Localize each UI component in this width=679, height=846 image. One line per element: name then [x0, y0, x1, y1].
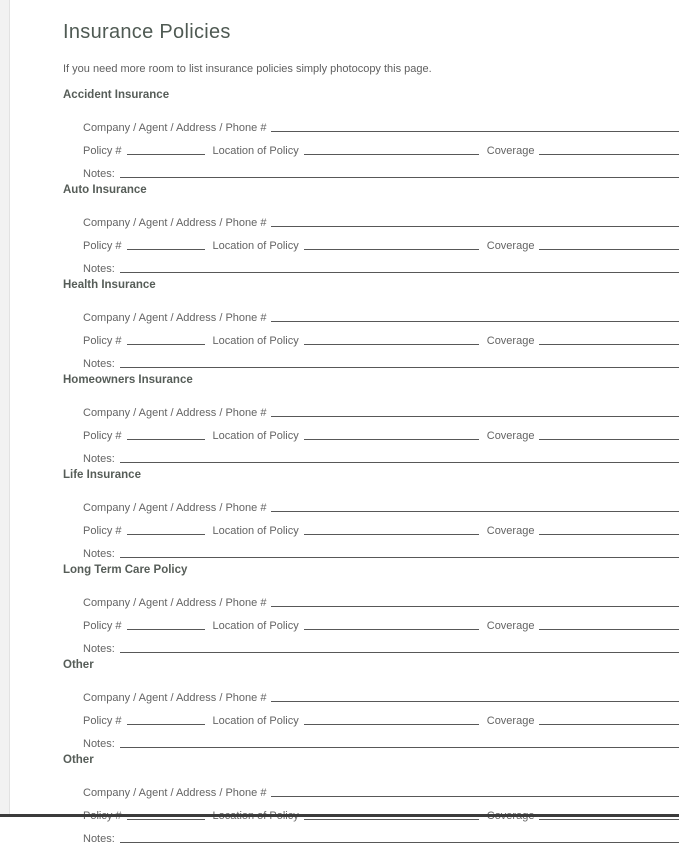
- company-row: [83, 682, 679, 705]
- company-fill-line[interactable]: [271, 321, 679, 322]
- company-fill-line[interactable]: [271, 511, 679, 512]
- policy-number-label: Policy #: [83, 525, 122, 537]
- policy-row: [83, 610, 679, 633]
- policy-row: [83, 135, 679, 158]
- section-heading: Long Term Care Policy: [63, 564, 188, 576]
- notes-label: Notes:: [83, 358, 115, 370]
- section-heading: Other: [63, 754, 94, 766]
- notes-fill-line[interactable]: [120, 557, 679, 558]
- section-heading: Other: [63, 659, 94, 671]
- location-label: Location of Policy: [212, 715, 299, 727]
- company-label: Company / Agent / Address / Phone #: [83, 597, 267, 609]
- location-fill-line[interactable]: [304, 724, 479, 725]
- company-fill-line[interactable]: [271, 131, 679, 132]
- company-row: [83, 492, 679, 515]
- section-heading: Accident Insurance: [63, 89, 170, 101]
- location-label: Location of Policy: [212, 620, 299, 632]
- location-label: Location of Policy: [212, 430, 299, 442]
- policy-number-fill-line[interactable]: [127, 629, 205, 630]
- coverage-fill-line[interactable]: [539, 439, 679, 440]
- section-rows: [83, 587, 679, 656]
- company-row: [83, 397, 679, 420]
- coverage-fill-line[interactable]: [539, 724, 679, 725]
- section-rows: [83, 777, 679, 846]
- company-row: [83, 112, 679, 135]
- notes-label: Notes:: [83, 643, 115, 655]
- insurance-section: [63, 279, 679, 371]
- section-rows: [83, 302, 679, 371]
- company-label: Company / Agent / Address / Phone #: [83, 217, 267, 229]
- section-heading: Health Insurance: [63, 279, 156, 291]
- policy-number-fill-line[interactable]: [127, 249, 205, 250]
- policy-row: [83, 705, 679, 728]
- policy-row: [83, 325, 679, 348]
- policy-number-label: Policy #: [83, 145, 122, 157]
- notes-label: Notes:: [83, 453, 115, 465]
- insurance-section: [63, 89, 679, 181]
- insurance-section: [63, 659, 679, 751]
- section-heading: Auto Insurance: [63, 184, 147, 196]
- coverage-label: Coverage: [486, 145, 535, 157]
- coverage-fill-line[interactable]: [539, 344, 679, 345]
- company-row: [83, 302, 679, 325]
- notes-label: Notes:: [83, 263, 115, 275]
- section-rows: [83, 492, 679, 561]
- coverage-fill-line[interactable]: [539, 534, 679, 535]
- notes-label: Notes:: [83, 168, 115, 180]
- section-heading: Life Insurance: [63, 469, 141, 481]
- notes-label: Notes:: [83, 738, 115, 750]
- page-subtitle: If you need more room to list insurance policies simply photocopy this page.: [63, 63, 432, 75]
- section-rows: [83, 397, 679, 466]
- section-rows: [83, 112, 679, 181]
- notes-row: [83, 158, 679, 181]
- notes-row: [83, 728, 679, 751]
- notes-fill-line[interactable]: [120, 747, 679, 748]
- coverage-fill-line[interactable]: [539, 249, 679, 250]
- policy-number-label: Policy #: [83, 430, 122, 442]
- policy-number-fill-line[interactable]: [127, 154, 205, 155]
- location-label: Location of Policy: [212, 525, 299, 537]
- company-label: Company / Agent / Address / Phone #: [83, 502, 267, 514]
- policy-number-fill-line[interactable]: [127, 439, 205, 440]
- coverage-label: Coverage: [486, 620, 535, 632]
- policy-row: [83, 420, 679, 443]
- location-fill-line[interactable]: [304, 629, 479, 630]
- notes-fill-line[interactable]: [120, 367, 679, 368]
- policy-number-label: Policy #: [83, 335, 122, 347]
- notes-fill-line[interactable]: [120, 842, 679, 843]
- coverage-label: Coverage: [486, 240, 535, 252]
- notes-label: Notes:: [83, 833, 115, 845]
- company-fill-line[interactable]: [271, 226, 679, 227]
- location-fill-line[interactable]: [304, 819, 479, 820]
- company-label: Company / Agent / Address / Phone #: [83, 787, 267, 799]
- insurance-section: [63, 564, 679, 656]
- section-heading: Homeowners Insurance: [63, 374, 193, 386]
- notes-row: [83, 253, 679, 276]
- page-left-edge: [0, 0, 10, 817]
- company-fill-line[interactable]: [271, 701, 679, 702]
- sections-container: [63, 89, 679, 846]
- notes-fill-line[interactable]: [120, 177, 679, 178]
- insurance-section: [63, 754, 679, 846]
- policy-row: [83, 800, 679, 823]
- bottom-edge-bar: [0, 814, 679, 817]
- location-label: Location of Policy: [212, 335, 299, 347]
- location-fill-line[interactable]: [304, 534, 479, 535]
- company-fill-line[interactable]: [271, 796, 679, 797]
- company-label: Company / Agent / Address / Phone #: [83, 407, 267, 419]
- policy-number-label: Policy #: [83, 240, 122, 252]
- notes-fill-line[interactable]: [120, 272, 679, 273]
- notes-fill-line[interactable]: [120, 652, 679, 653]
- policy-row: [83, 230, 679, 253]
- location-fill-line[interactable]: [304, 344, 479, 345]
- policy-row: [83, 515, 679, 538]
- policy-number-label: Policy #: [83, 715, 122, 727]
- insurance-section: [63, 374, 679, 466]
- insurance-section: [63, 184, 679, 276]
- company-row: [83, 777, 679, 800]
- notes-row: [83, 443, 679, 466]
- notes-fill-line[interactable]: [120, 462, 679, 463]
- notes-row: [83, 348, 679, 371]
- document-page: [10, 0, 679, 845]
- company-fill-line[interactable]: [271, 416, 679, 417]
- section-rows: [83, 207, 679, 276]
- coverage-label: Coverage: [486, 335, 535, 347]
- coverage-label: Coverage: [486, 715, 535, 727]
- company-row: [83, 587, 679, 610]
- location-fill-line[interactable]: [304, 439, 479, 440]
- notes-row: [83, 538, 679, 561]
- policy-number-fill-line[interactable]: [127, 724, 205, 725]
- insurance-section: [63, 469, 679, 561]
- location-fill-line[interactable]: [304, 154, 479, 155]
- coverage-label: Coverage: [486, 525, 535, 537]
- location-label: Location of Policy: [212, 145, 299, 157]
- coverage-fill-line[interactable]: [539, 819, 679, 820]
- notes-row: [83, 823, 679, 846]
- location-label: Location of Policy: [212, 240, 299, 252]
- company-fill-line[interactable]: [271, 606, 679, 607]
- company-label: Company / Agent / Address / Phone #: [83, 122, 267, 134]
- coverage-label: Coverage: [486, 430, 535, 442]
- location-fill-line[interactable]: [304, 249, 479, 250]
- coverage-fill-line[interactable]: [539, 629, 679, 630]
- coverage-fill-line[interactable]: [539, 154, 679, 155]
- company-label: Company / Agent / Address / Phone #: [83, 312, 267, 324]
- policy-number-fill-line[interactable]: [127, 819, 205, 820]
- policy-number-fill-line[interactable]: [127, 534, 205, 535]
- notes-label: Notes:: [83, 548, 115, 560]
- section-rows: [83, 682, 679, 751]
- company-row: [83, 207, 679, 230]
- notes-row: [83, 633, 679, 656]
- page-title: Insurance Policies: [63, 21, 231, 43]
- policy-number-fill-line[interactable]: [127, 344, 205, 345]
- policy-number-label: Policy #: [83, 620, 122, 632]
- company-label: Company / Agent / Address / Phone #: [83, 692, 267, 704]
